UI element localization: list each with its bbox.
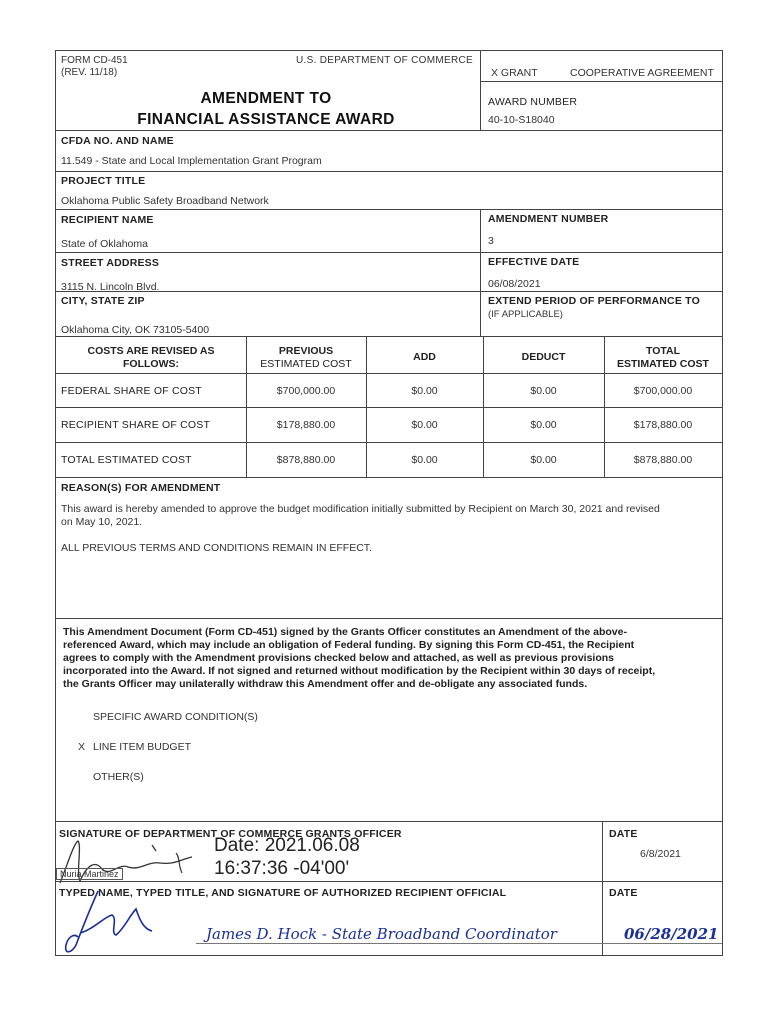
cost-deduct: $0.00: [530, 385, 557, 397]
project-title-label: PROJECT TITLE: [61, 175, 146, 187]
street-address-value: 3115 N. Lincoln Blvd.: [61, 281, 160, 293]
cost-add: $0.00: [411, 454, 438, 466]
notice-line-2: referenced Award, which may include an obligation of Federal funding. By signing this Form CD-451, the Recipient: [63, 639, 635, 651]
divider: [480, 81, 481, 130]
cost-total: $878,880.00: [633, 454, 693, 466]
divider: [56, 209, 722, 210]
recipient-name-value: State of Oklahoma: [61, 238, 148, 250]
cooperative-agreement-option: COOPERATIVE AGREEMENT: [570, 67, 714, 79]
title-line-1: AMENDMENT TO: [200, 90, 332, 107]
deduct-header: DEDUCT: [521, 351, 566, 363]
officer-date-value: 6/8/2021: [640, 848, 681, 860]
divider: [56, 171, 722, 172]
city-state-zip-value: Oklahoma City, OK 73105-5400: [61, 324, 210, 336]
amendment-number-value: 3: [488, 235, 494, 247]
cost-previous: $878,880.00: [276, 454, 336, 466]
form-revision: (REV. 11/18): [61, 67, 118, 78]
cost-add: $0.00: [411, 419, 438, 431]
digital-signature-time: 16:37:36 -04'00': [214, 858, 350, 879]
cost-deduct: $0.00: [530, 419, 557, 431]
cost-row-label: FEDERAL SHARE OF COST: [61, 385, 202, 397]
officer-signature-label: SIGNATURE OF DEPARTMENT OF COMMERCE GRANTS OFFICER: [59, 828, 402, 840]
officer-signature: [56, 833, 236, 893]
award-number: 40-10-S18040: [488, 114, 555, 126]
street-address-label: STREET ADDRESS: [61, 257, 160, 269]
previous-cost-header: PREVIOUS ESTIMATED COST: [260, 345, 352, 370]
divider: [56, 407, 722, 408]
reasons-label: REASON(S) FOR AMENDMENT: [61, 482, 221, 494]
form-frame: [55, 50, 723, 956]
divider: [480, 51, 481, 81]
city-state-zip-label: CITY, STATE ZIP: [61, 295, 145, 307]
recipient-signature: [60, 889, 170, 957]
divider: [56, 373, 722, 374]
notice-line-3: agrees to comply with the Amendment provisions checked below and attached, as well as previous provisions: [63, 652, 615, 664]
recipient-official-label: TYPED NAME, TYPED TITLE, AND SIGNATURE OF AUTHORIZED RECIPIENT OFFICIAL: [59, 887, 507, 899]
signature-line: [196, 943, 722, 944]
reasons-text-line-1: This award is hereby amended to approve the budget modification initially submitted by Recipient on March 30, 2021 and revised: [61, 503, 660, 515]
divider: [56, 291, 722, 292]
recipient-name-title-handwritten: James D. Hock - State Broadband Coordinator: [206, 925, 557, 943]
recipient-name-label: RECIPIENT NAME: [61, 214, 154, 226]
divider: [56, 336, 722, 337]
officer-name: Nuria Martinez: [56, 868, 123, 880]
cost-previous: $178,880.00: [276, 419, 336, 431]
specific-award-conditions-option: SPECIFIC AWARD CONDITION(S): [93, 711, 258, 723]
recipient-date-handwritten: 06/28/2021: [624, 925, 719, 943]
cost-deduct: $0.00: [530, 454, 557, 466]
cost-previous: $700,000.00: [276, 385, 336, 397]
cfda-label: CFDA NO. AND NAME: [61, 135, 174, 147]
project-title-value: Oklahoma Public Safety Broadband Network: [61, 195, 269, 207]
cost-row-label: TOTAL ESTIMATED COST: [61, 454, 192, 466]
recipient-date-label: DATE: [609, 887, 638, 899]
others-option: OTHER(S): [93, 771, 144, 783]
digital-signature-date: Date: 2021.06.08: [214, 835, 360, 856]
divider: [480, 209, 481, 336]
costs-header-label: COSTS ARE REVISED AS FOLLOWS:: [87, 345, 215, 370]
divider: [56, 821, 722, 822]
amendment-number-label: AMENDMENT NUMBER: [488, 213, 609, 225]
add-header: ADD: [413, 351, 436, 363]
divider: [602, 821, 603, 956]
award-number-label: AWARD NUMBER: [488, 96, 578, 108]
cfda-value: 11.549 - State and Local Implementation Grant Program: [61, 155, 322, 167]
line-item-budget-option: LINE ITEM BUDGET: [93, 741, 192, 753]
title-line-2: FINANCIAL ASSISTANCE AWARD: [137, 111, 395, 128]
form-number: FORM CD-451: [61, 55, 128, 66]
reasons-text-line-2: on May 10, 2021.: [61, 516, 143, 528]
divider: [56, 618, 722, 619]
terms-remain-text: ALL PREVIOUS TERMS AND CONDITIONS REMAIN IN EFFECT.: [61, 542, 372, 554]
department-name: U.S. DEPARTMENT OF COMMERCE: [296, 55, 474, 66]
divider: [56, 442, 722, 443]
effective-date-label: EFFECTIVE DATE: [488, 256, 580, 268]
notice-line-4: incorporated into the Award. If not signed and returned without modification by the Recipient within 30 days of receipt,: [63, 665, 656, 677]
effective-date-value: 06/08/2021: [488, 278, 541, 290]
extend-period-note: (IF APPLICABLE): [488, 309, 563, 320]
cost-add: $0.00: [411, 385, 438, 397]
notice-line-5: the Grants Officer may unilaterally withdraw this Amendment offer and de-obligate any associated funds.: [63, 678, 588, 690]
cost-total: $700,000.00: [633, 385, 693, 397]
total-cost-header: TOTAL ESTIMATED COST: [617, 345, 709, 370]
cost-row-label: RECIPIENT SHARE OF COST: [61, 419, 211, 431]
line-item-check: X: [78, 741, 86, 753]
cost-total: $178,880.00: [633, 419, 693, 431]
divider: [56, 252, 722, 253]
notice-line-1: This Amendment Document (Form CD-451) signed by the Grants Officer constitutes an Amendment of the above-: [63, 626, 627, 638]
grant-checkbox: X GRANT: [491, 67, 538, 79]
divider: [56, 477, 722, 478]
officer-date-label: DATE: [609, 828, 638, 840]
divider: [56, 881, 722, 882]
divider: [480, 81, 722, 82]
extend-period-label: EXTEND PERIOD OF PERFORMANCE TO: [488, 295, 700, 307]
divider: [56, 130, 722, 131]
